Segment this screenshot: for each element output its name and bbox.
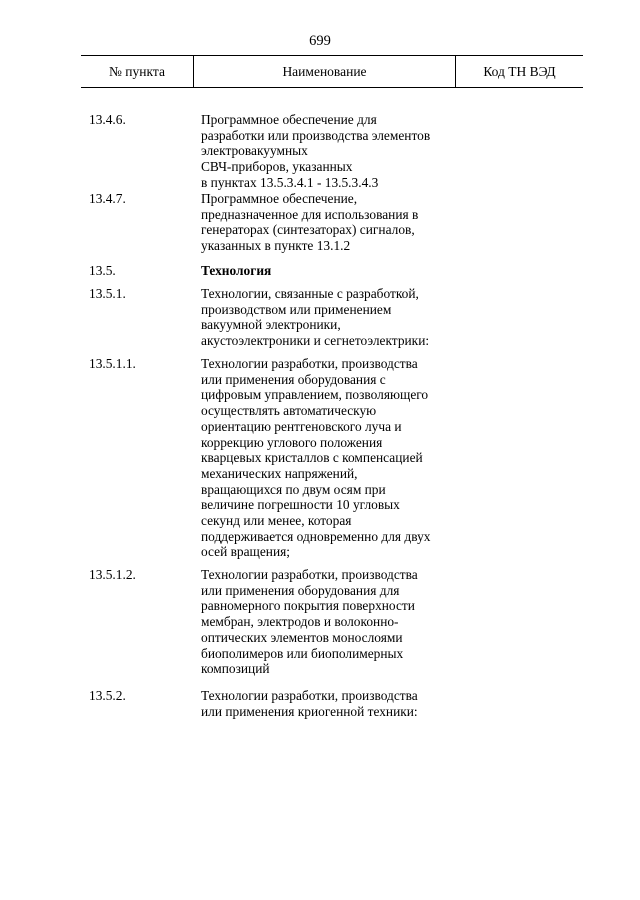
item-name-line: или применения криогенной техники:: [201, 703, 418, 719]
item-name-line: в пунктах 13.5.3.4.1 - 13.5.3.4.3: [201, 174, 379, 190]
item-number: 13.5.1.: [89, 286, 126, 301]
item-number: 13.5.: [89, 263, 116, 278]
item-name-line: ориентацию рентгеновского луча и: [201, 418, 402, 434]
item-name-line: равномерного покрытия поверхности: [201, 598, 415, 614]
item-name-line: Технологии разработки, производства: [201, 567, 418, 582]
item-number: 13.4.6.: [89, 112, 126, 127]
item-name: [201, 286, 451, 349]
item-number: 13.4.7.: [89, 191, 126, 206]
item-name-line: мембран, электродов и волоконно-: [201, 614, 399, 630]
item-name-line: кварцевых кристаллов с компенсацией: [201, 450, 423, 466]
item-name-line: предназначенное для использования в: [201, 206, 419, 222]
item-number: 13.5.1.1.: [89, 356, 136, 371]
item-name: [201, 112, 451, 191]
item-name-line: осуществлять автоматическую: [201, 403, 377, 419]
item-name-line: Программное обеспечение для: [201, 112, 377, 127]
item-name-line: Технологии, связанные с разработкой,: [201, 286, 419, 301]
item-name: [201, 567, 451, 677]
item-name-line: композиций: [201, 661, 270, 677]
item-name-line: разработки или производства элементов: [201, 127, 431, 143]
page-number: 699: [309, 33, 331, 49]
item-name: [201, 688, 451, 719]
table-header: [81, 55, 583, 88]
item-name-line: механических напряжений,: [201, 465, 358, 481]
item-number: 13.5.2.: [89, 688, 126, 703]
header-item-number: № пункта: [109, 64, 165, 79]
item-name-line: поддерживается одновременно для двух: [201, 528, 431, 544]
item-name: [201, 263, 451, 279]
item-name-line: коррекцию углового положения: [201, 434, 383, 450]
item-name-line: СВЧ-приборов, указанных: [201, 159, 353, 175]
item-name-line: или применения оборудования для: [201, 582, 400, 598]
item-name-line: величине погрешности 10 угловых: [201, 497, 400, 513]
item-name-line: оптических элементов монослоями: [201, 629, 403, 645]
item-name-line: осей вращения;: [201, 544, 291, 560]
item-name-line: или применения оборудования с: [201, 371, 386, 387]
item-name-line: Технологии разработки, производства: [201, 356, 418, 371]
item-number: 13.5.1.2.: [89, 567, 136, 582]
item-name-line: Технологии разработки, производства: [201, 688, 418, 703]
item-name-line: электровакуумных: [201, 143, 308, 159]
item-name-line: производством или применением: [201, 301, 392, 317]
item-name: [201, 356, 451, 560]
item-name-line: указанных в пункте 13.1.2: [201, 238, 351, 254]
item-name-line: Программное обеспечение,: [201, 191, 358, 206]
item-name-line: вакуумной электроники,: [201, 317, 341, 333]
item-name-line: биополимеров или биополимерных: [201, 645, 404, 661]
header-item-name: Наименование: [282, 64, 367, 79]
item-name-line: секунд или менее, которая: [201, 513, 352, 529]
item-name: [201, 191, 451, 254]
item-name-line: Технология: [201, 263, 272, 278]
item-name-line: цифровым управлением, позволяющего: [201, 387, 429, 403]
item-name-line: генераторах (синтезаторах) сигналов,: [201, 222, 415, 238]
item-name-line: акустоэлектроники и сегнетоэлектрики:: [201, 333, 430, 349]
item-name-line: вращающихся по двум осям при: [201, 481, 386, 497]
header-item-code: Код ТН ВЭД: [483, 64, 556, 79]
